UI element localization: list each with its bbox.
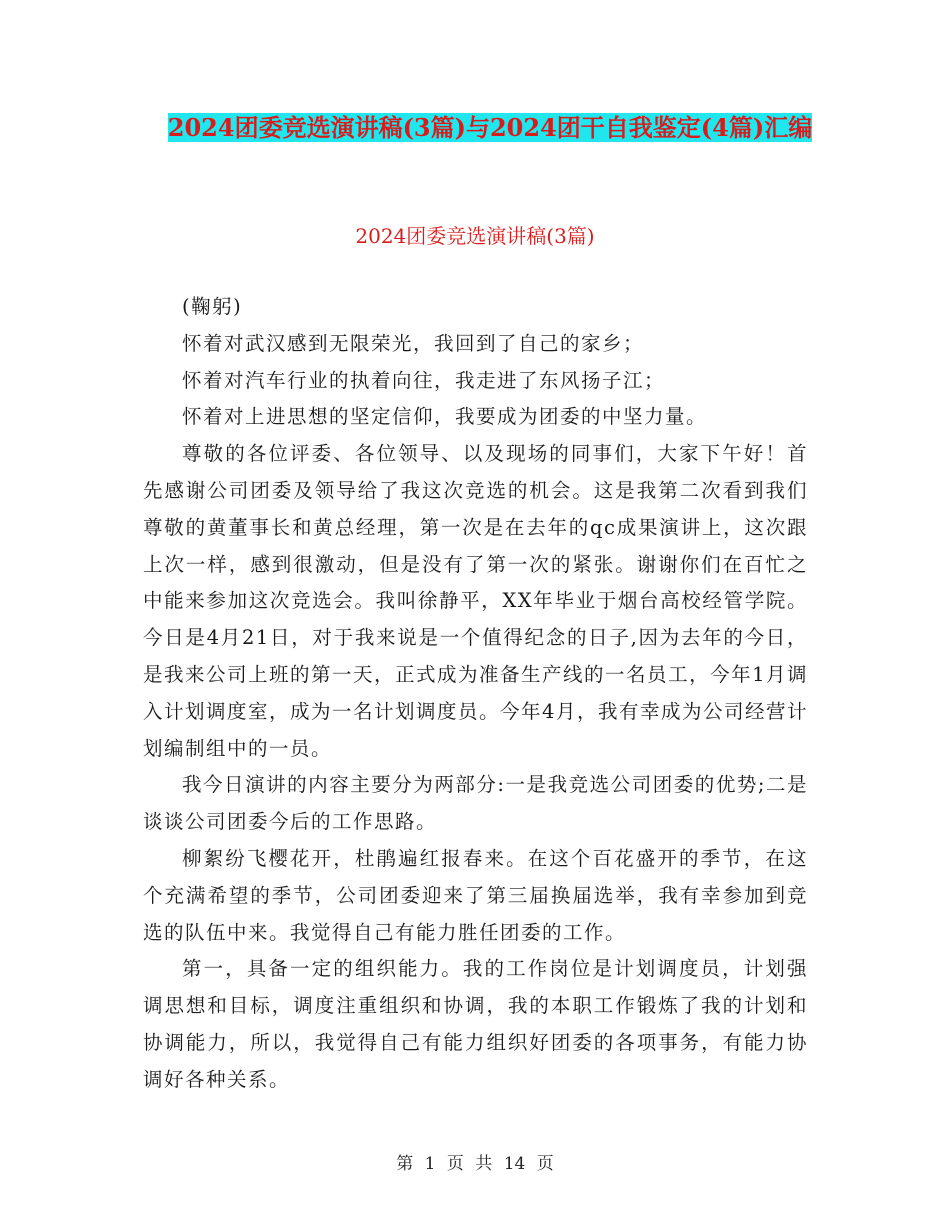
paragraph: 怀着对汽车行业的执着向往，我走进了东风扬子江；: [182, 368, 666, 392]
document-title: [140, 106, 840, 149]
paragraph: 柳絮纷飞樱花开，杜鹃遍红报春来。在这个百花盛开的季节，在这个充满希望的季节，公司团委迎来了第三届换届选举，我有幸参加到竞选的队伍中来。我觉得自己有能力胜任团委的工作。: [143, 846, 808, 944]
paragraph: 第一，具备一定的组织能力。我的工作岗位是计划调度员，计划强调思想和目标，调度注重组织和协调，我的本职工作锻炼了我的计划和协调能力，所以，我觉得自己有能力组织好团委的各项事务，有能力协调好各种关系。: [143, 957, 808, 1091]
document-title-text: 2024团委竞选演讲稿(3篇)与2024团干自我鉴定(4篇)汇编: [167, 113, 813, 142]
paragraph: 尊敬的各位评委、各位领导、以及现场的同事们，大家下午好！首先感谢公司团委及领导给了我这次竞选的机会。这是我第二次看到我们尊敬的黄董事长和黄总经理，第一次是在去年的qc成果演讲上，这次跟上次一样，感到很激动，但是没有了第一次的紧张。谢谢你们在百忙之中能来参加这次竞选会。我叫徐静平，XX年毕业于烟台高校经管学院。今日是4月21日，对于我来说是一个值得纪念的日子,因为去年的今日，是我来公司上班的第一天，正式成为准备生产线的一名员工，今年1月调入计划调度室，成为一名计划调度员。今年4月，我有幸成为公司经营计划编制组中的一员。: [143, 442, 808, 760]
paragraph: 怀着对武汉感到无限荣光，我回到了自己的家乡；: [182, 331, 645, 355]
paragraph: 我今日演讲的内容主要分为两部分:一是我竞选公司团委的优势;二是谈谈公司团委今后的工作思路。: [143, 773, 808, 834]
paragraph: 怀着对上进思想的坚定信仰，我要成为团委的中坚力量。: [182, 405, 708, 429]
page-number-footer: 第 1 页 共 14 页: [396, 1154, 554, 1174]
document-body: [143, 289, 808, 1099]
section-title: 2024团委竞选演讲稿(3篇): [355, 224, 595, 248]
paragraph: (鞠躬): [182, 295, 243, 318]
